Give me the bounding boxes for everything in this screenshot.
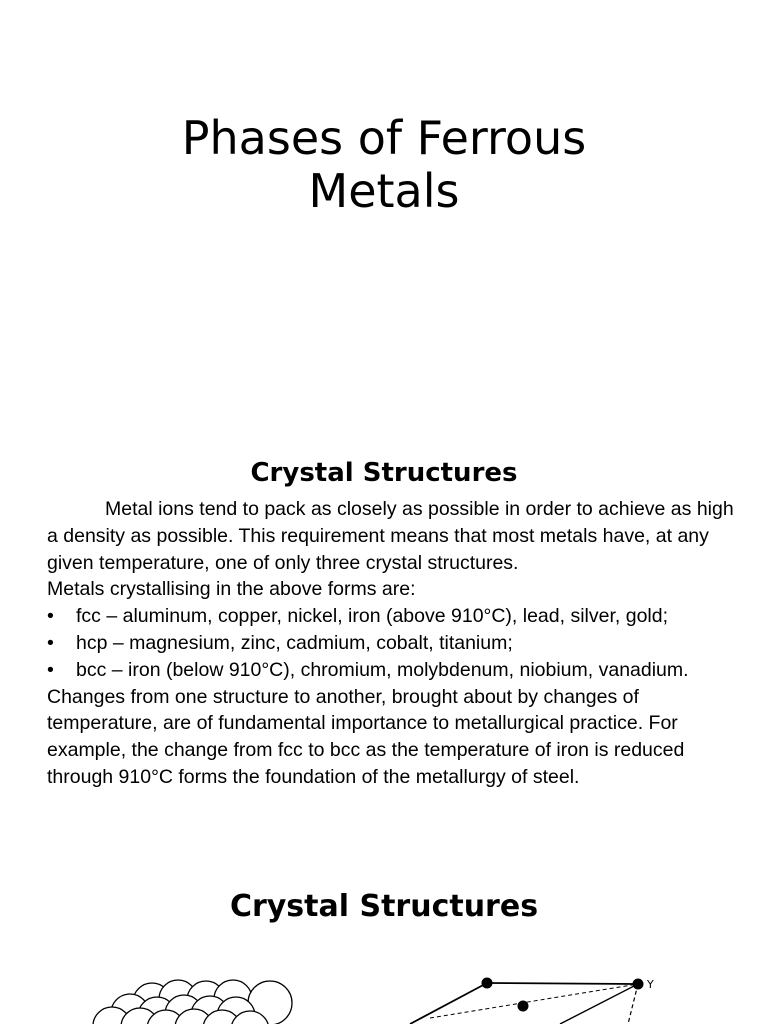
section-heading-crystal-structures-2: Crystal Structures xyxy=(229,889,539,924)
lead-sentence: Metals crystallising in the above forms are: xyxy=(47,578,416,601)
crystal-structure-diagram xyxy=(0,960,768,1024)
section-body xyxy=(47,496,747,791)
bullet-icon: • xyxy=(47,658,54,681)
unit-cell-illustration xyxy=(410,978,643,1024)
list-item-text: hcp – magnesium, zinc, cadmium, cobalt, titanium; xyxy=(76,631,513,654)
page-title xyxy=(0,112,768,218)
bullet-icon: • xyxy=(47,631,54,654)
title-line-1: Phases of Ferrous xyxy=(181,111,587,165)
list-item xyxy=(47,657,747,684)
section-heading-crystal-structures: Crystal Structures xyxy=(250,458,518,488)
title-line-2: Metals xyxy=(308,164,460,218)
closing-paragraph: Changes from one structure to another, brought about by changes of temperature, are of fundamental importance to metallurgical practice. For example, the change from fcc to bcc as the temperature of iron is reduced through 910°C forms the foundation of the metallurgy of steel. xyxy=(47,685,685,788)
close-packed-spheres-illustration xyxy=(93,980,292,1024)
metal-structure-list xyxy=(47,603,747,683)
list-item-text: fcc – aluminum, copper, nickel, iron (above 910°C), lead, silver, gold; xyxy=(76,605,669,628)
list-item xyxy=(47,603,747,630)
list-item-text: bcc – iron (below 910°C), chromium, molybdenum, niobium, vanadium. xyxy=(76,658,689,681)
bullet-icon: • xyxy=(47,605,54,628)
list-item xyxy=(47,630,747,657)
y-axis-label: Y xyxy=(647,978,654,991)
intro-paragraph: Metal ions tend to pack as closely as possible in order to achieve as high a density as possible. This requirement means that most metals have, at any given temperature, one of only three crystal structures. xyxy=(47,498,734,574)
